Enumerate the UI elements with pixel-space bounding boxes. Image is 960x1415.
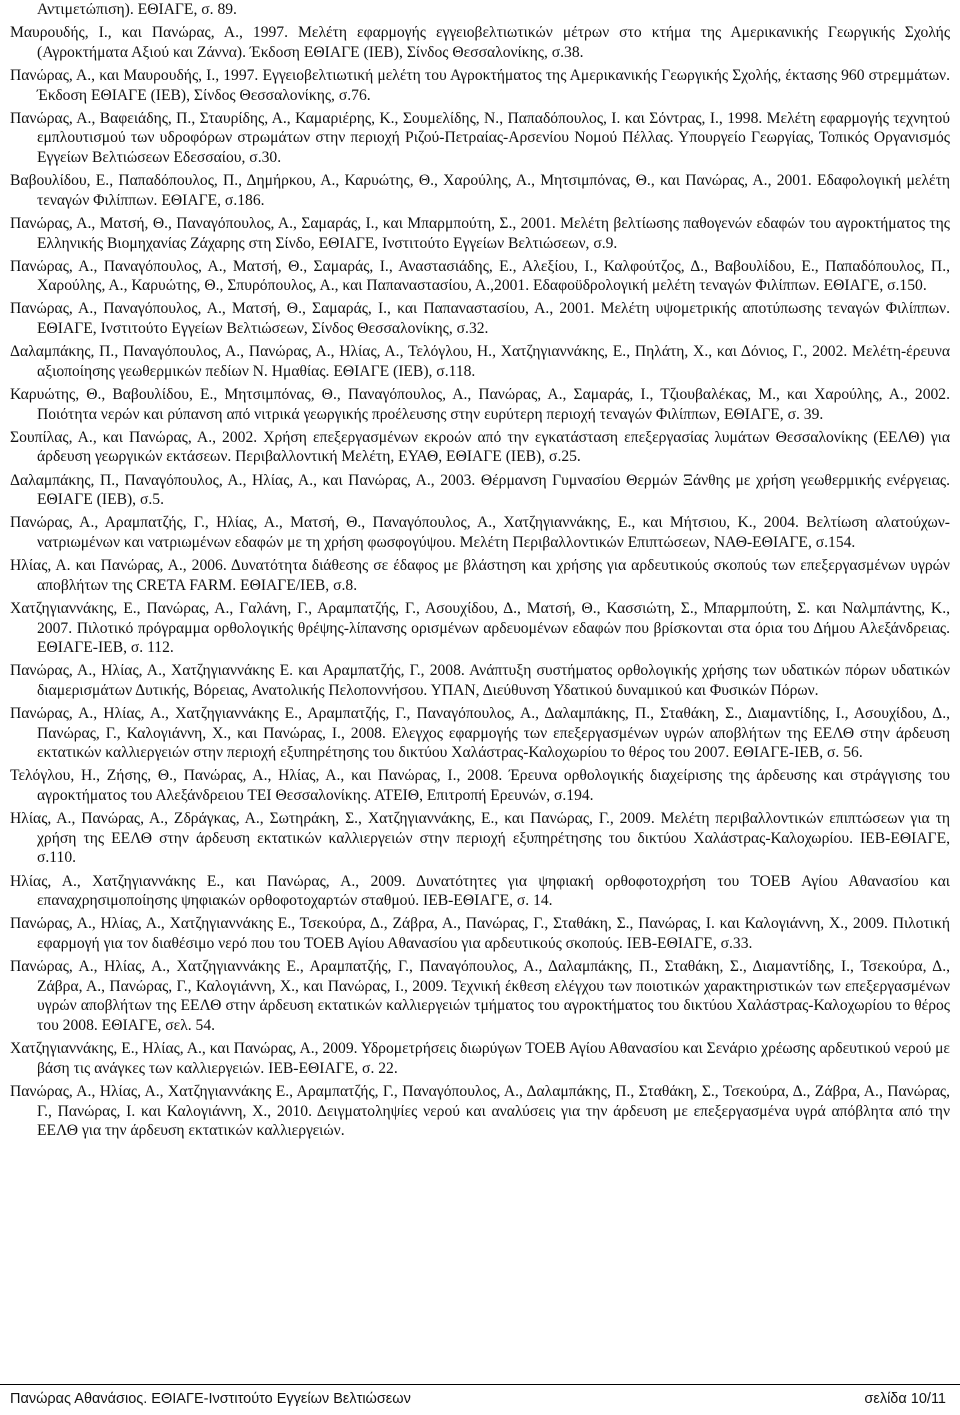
reference-entry: Πανώρας, Α., Βαφειάδης, Π., Σταυρίδης, Α., Καμαριέρης, Κ., Σουμελίδης, Ν., Παπαδόπουλος, Ι. και Σόντρας, Ι., 1998. Μελέτη εφαρμογής τεχνητού εμπλουτισμού των υδροφόρων στρωμάτων στην περιοχή Ριζού-Πετραίας-Αρσενίου Νομού Πέλλας. Υπουργείο Γεωργίας, Τοπικός Οργανισμός Εγγείων Βελτιώσεων Εδεσσαίου, σ.30. [10, 109, 950, 166]
reference-entry: Βαβουλίδου, Ε., Παπαδόπουλος, Π., Δημήρκου, Α., Καρυώτης, Θ., Χαρούλης, Α., Μητσιμπόνας, Θ., και Πανώρας, Α., 2001. Εδαφολογική μελέτη τεναγών Φιλίππων. ΕΘΙΑΓΕ, σ.186. [10, 172, 950, 209]
footer-author: Πανώρας Αθανάσιος. ΕΘΙΑΓΕ-Ινστιτούτο Εγγείων Βελτιώσεων [10, 1391, 411, 1407]
reference-entry: Πανώρας, Α., Αραμπατζής, Γ., Ηλίας, Α., Ματσή, Θ., Παναγόπουλος, Α., Χατζηγιαννάκης, Ε., και Μήτσιου, Κ., 2004. Βελτίωση αλατούχων-νατριωμένων και νατριωμένων εδαφών με τη χρήση φωσφογύψου. Μελέτη Περιβαλλοντικών Επιπτώσεων, ΝΑΘ-ΕΘΙΑΓΕ, σ.154. [10, 514, 950, 551]
reference-entry: Χατζηγιαννάκης, Ε., Ηλίας, Α., και Πανώρας, Α., 2009. Υδρομετρήσεις διωρύγων ΤΟΕΒ Αγίου Αθανασίου και Σενάριο χρέωσης αρδευτικού νερού με βάση τις ανάγκες των καλλιεργειών. ΙΕΒ-ΕΘΙΑΓΕ, σ. 22. [10, 1040, 950, 1077]
reference-entry: Αντιμετώπιση). ΕΘΙΑΓΕ, σ. 89. [37, 1, 237, 18]
reference-entry: Πανώρας, Α., Ηλίας, Α., Χατζηγιαννάκης Ε. και Αραμπατζής, Γ., 2008. Ανάπτυξη συστήματος ορθολογικής χρήσης των υδατικών πόρων υδατικών διαμερισμάτων Δυτικής, Βόρειας, Ανατολικής Πελοποννήσου. ΥΠΑΝ, Διεύθυνση Υδατικού δυναμικού και Φυσικών Πόρων. [10, 662, 950, 699]
reference-entry: Πανώρας, Α., Ματσή, Θ., Παναγόπουλος, Α., Σαμαράς, Ι., και Μπαρμπούτη, Σ., 2001. Μελέτη βελτίωσης παθογενών εδαφών του αγροκτήματος της Ελληνικής Βιομηχανίας Ζάχαρης στη Σίνδο, ΕΘΙΑΓΕ, Ινστιτούτο Εγγείων Βελτιώσεων, σ.9. [10, 214, 950, 252]
reference-entry: Πανώρας, Α., και Μαυρουδής, Ι., 1997. Εγγειοβελτιωτική μελέτη του Αγροκτήματος της Αμερικανικής Γεωργικής Σχολής, έκτασης 960 στρεμμάτων. Έκδοση ΕΘΙΑΓΕ (ΙΕΒ), Σίνδος Θεσσαλονίκης, σ.76. [10, 66, 950, 104]
reference-entry: Ηλίας, Α., Πανώρας, Α., Ζδράγκας, Α., Σωτηράκη, Σ., Χατζηγιαννάκης, Ε., και Πανώρας, Γ., 2009. Μελέτη περιβαλλοντικών επιπτώσεων για τη χρήση της ΕΕΛΘ στην άρδευση εκτατικών καλλιεργειών στην περιοχή εξυπηρέτησης του δικτύου Χαλάστρας-Καλοχωρίου. ΙΕΒ-ΕΘΙΑΓΕ, σ.110. [10, 810, 950, 867]
page-number: σελίδα 10/11 [864, 1391, 946, 1407]
reference-entry: Σουπίλας, Α., και Πανώρας, Α., 2002. Χρήση επεξεργασμένων εκροών από την εγκατάσταση επεξεργασίας λυμάτων Θεσσαλονίκης (ΕΕΛΘ) για άρδευση γεωργικών εκτάσεων. Περιβαλλοντική Μελέτη, ΕΥΑΘ, ΕΘΙΑΓΕ (ΙΕΒ), σ.25. [10, 428, 950, 466]
reference-entry: Τελόγλου, Η., Ζήσης, Θ., Πανώρας, Α., Ηλίας, Α., και Πανώρας, Ι., 2008. Έρευνα ορθολογικής διαχείρισης της άρδευσης και στράγγισης του αγροκτήματος του Αλεξάνδρειου ΤΕΙ Θεσσαλονίκης. ΑΤΕΙΘ, Επιτροπή Ερευνών, σ.194. [10, 767, 950, 805]
reference-entry: Χατζηγιαννάκης, Ε., Πανώρας, Α., Γαλάνη, Γ., Αραμπατζής, Γ., Ασουχίδου, Δ., Ματσή, Θ., Κασσιώτη, Σ., Μπαρμπούτη, Σ. και Ναλμπάντης, Κ., 2007. Πιλοτικό πρόγραμμα ορθολογικής θρέψης-λίπανσης ορισμένων αρδευομένων εδαφών που βρίσκονται στα όρια του Δήμου Αλεξάνδρειας. ΕΘΙΑΓΕ-ΙΕΒ, σ. 112. [10, 599, 950, 657]
footer-divider [0, 1384, 960, 1385]
reference-entry: Καρυώτης, Θ., Βαβουλίδου, Ε., Μητσιμπόνας, Θ., Παναγόπουλος, Α., Πανώρας, Α., Σαμαράς, Ι., Τζιουβαλέκας, Μ., και Χαρούλης, Α., 2002. Ποιότητα νερών και ρύπανση από νιτρικά γεωργικής προέλευσης στην ευρύτερη περιοχή τεναγών Φιλίππων, ΕΘΙΑΓΕ, σ. 39. [10, 386, 950, 423]
reference-entry: Πανώρας, Α., Ηλίας, Α., Χατζηγιαννάκης Ε., Τσεκούρα, Δ., Ζάβρα, Α., Πανώρας, Γ., Σταθάκη, Σ., Πανώρας, Ι. και Καλογιάννη, Χ., 2009. Πιλοτική εφαρμογή για τον διαθέσιμο νερό που του ΤΟΕΒ Αγίου Αθανασίου για αρδευτικούς σκοπούς. ΙΕΒ-ΕΘΙΑΓΕ, σ.33. [10, 915, 950, 952]
reference-entry: Μαυρουδής, Ι., και Πανώρας, Α., 1997. Μελέτη εφαρμογής εγγειοβελτιωτικών μέτρων στο κτήμα της Αμερικανικής Γεωργικής Σχολής (Αγροκτήματα Αξιού και Ζάννα). Έκδοση ΕΘΙΑΓΕ (ΙΕΒ), Σίνδος Θεσσαλονίκης, σ.38. [10, 24, 950, 61]
reference-entry: Πανώρας, Α., Παναγόπουλος, Α., Ματσή, Θ., Σαμαράς, Ι., Αναστασιάδης, Ε., Αλεξίου, Ι., Καλφούτζος, Δ., Βαβουλίδου, Ε., Παπαδόπουλος, Π., Χαρούλης, Α., Καρυώτης, Θ., Σπυρόπουλος, Α., και Παπαναστασίου, Α.,2001. Εδαφοϋδρολογική μελέτη τεναγών Φιλίππων. ΕΘΙΑΓΕ, σ.150. [10, 257, 950, 295]
reference-entry: Ηλίας, Α. και Πανώρας, Α., 2006. Δυνατότητα διάθεσης σε έδαφος με βλάστηση και χρήσης για αρδευτικούς σκοπούς των επεξεργασμένων υγρών αποβλήτων της CRETA FARM. ΕΘΙΑΓΕ/ΙΕΒ, σ.8. [10, 557, 950, 594]
reference-entry: Πανώρας, Α., Ηλίας, Α., Χατζηγιαννάκης Ε., Αραμπατζής, Γ., Παναγόπουλος, Α., Δαλαμπάκης, Π., Σταθάκη, Σ., Διαμαντίδης, Ι., Τσεκούρα, Δ., Ζάβρα, Α., Πανώρας, Γ., Καλογιάννη, Χ., και Πανώρας, Ι., 2009. Τεχνική έκθεση ελέγχου των ποιοτικών χαρακτηριστικών των επεξεργασμένων υγρών αποβλήτων της ΕΕΛΘ στην άρδευση εκτατικών καλλιεργειών τμήματος του αγροκτήματος του δικτύου Χαλάστρας-Καλοχωρίου το θέρος του 2008. ΕΘΙΑΓΕ, σελ. 54. [10, 958, 950, 1034]
reference-entry: Ηλίας, Α., Χατζηγιαννάκης Ε., και Πανώρας, Α., 2009. Δυνατότητες για ψηφιακή ορθοφοτοχρήση του ΤΟΕΒ Αγίου Αθανασίου και επαναχρησιμοποίησης ψηφιακών ορθοφοτοχαρτών σταθμού. ΙΕΒ-ΕΘΙΑΓΕ, σ. 14. [10, 872, 950, 910]
reference-entry: Δαλαμπάκης, Π., Παναγόπουλος, Α., Πανώρας, Α., Ηλίας, Α., Τελόγλου, Η., Χατζηγιαννάκης, Ε., Πηλάτη, Χ., και Δόνιος, Γ., 2002. Μελέτη-έρευνα αξιοποίησης γεωθερμικών πεδίων Ν. Ημαθίας. ΕΘΙΑΓΕ (ΙΕΒ), σ.118. [10, 343, 950, 380]
reference-entry: Πανώρας, Α., Ηλίας, Α., Χατζηγιαννάκης Ε., Αραμπατζής, Γ., Παναγόπουλος, Α., Δαλαμπάκης, Π., Σταθάκη, Σ., Διαμαντίδης, Ι., Ασουχίδου, Δ., Πανώρας, Γ., Καλογιάννη, Χ., και Πανώρας, Ι., 2008. Ελεγχος εφαρμογής των επεξεργασμένων υγρών αποβλήτων της ΕΕΛΘ στην άρδευση εκτατικών καλλιεργειών στην περιοχή εξυπηρέτησης του δικτύου Χαλάστρας-Καλοχωρίου το θέρος του 2007. ΕΘΙΑΓΕ-ΙΕΒ, σ. 56. [10, 705, 950, 762]
reference-entry: Δαλαμπάκης, Π., Παναγόπουλος, Α., Ηλίας, Α., και Πανώρας, Α., 2003. Θέρμανση Γυμνασίου Θερμών Ξάνθης με χρήση γεωθερμικής ενέργειας. ΕΘΙΑΓΕ (ΙΕΒ), σ.5. [10, 471, 950, 509]
reference-entry: Πανώρας, Α., Παναγόπουλος, Α., Ματσή, Θ., Σαμαράς, Ι., και Παπαναστασίου, Α., 2001. Μελέτη υψομετρικής αποτύπωσης τεναγών Φιλίππων. ΕΘΙΑΓΕ, Ινστιτούτο Εγγείων Βελτιώσεων, Σίνδος Θεσσαλονίκης, σ.32. [10, 300, 950, 338]
references-list [10, 0, 950, 1144]
reference-entry: Πανώρας, Α., Ηλίας, Α., Χατζηγιαννάκης Ε., Αραμπατζής, Γ., Παναγόπουλος, Α., Δαλαμπάκης, Π., Σταθάκη, Σ., Τσεκούρα, Δ., Ζάβρα, Α., Πανώρας, Γ., Πανώρας, Ι. και Καλογιάννη, Χ., 2010. Δειγματοληψίες νερού και αναλύσεις για την άρδευση με επεξεργασμένα υγρά απόβλητα από την ΕΕΛΘ για την άρδευση εκτατικών καλλιεργειών. [10, 1082, 950, 1140]
page-footer [10, 1391, 946, 1407]
